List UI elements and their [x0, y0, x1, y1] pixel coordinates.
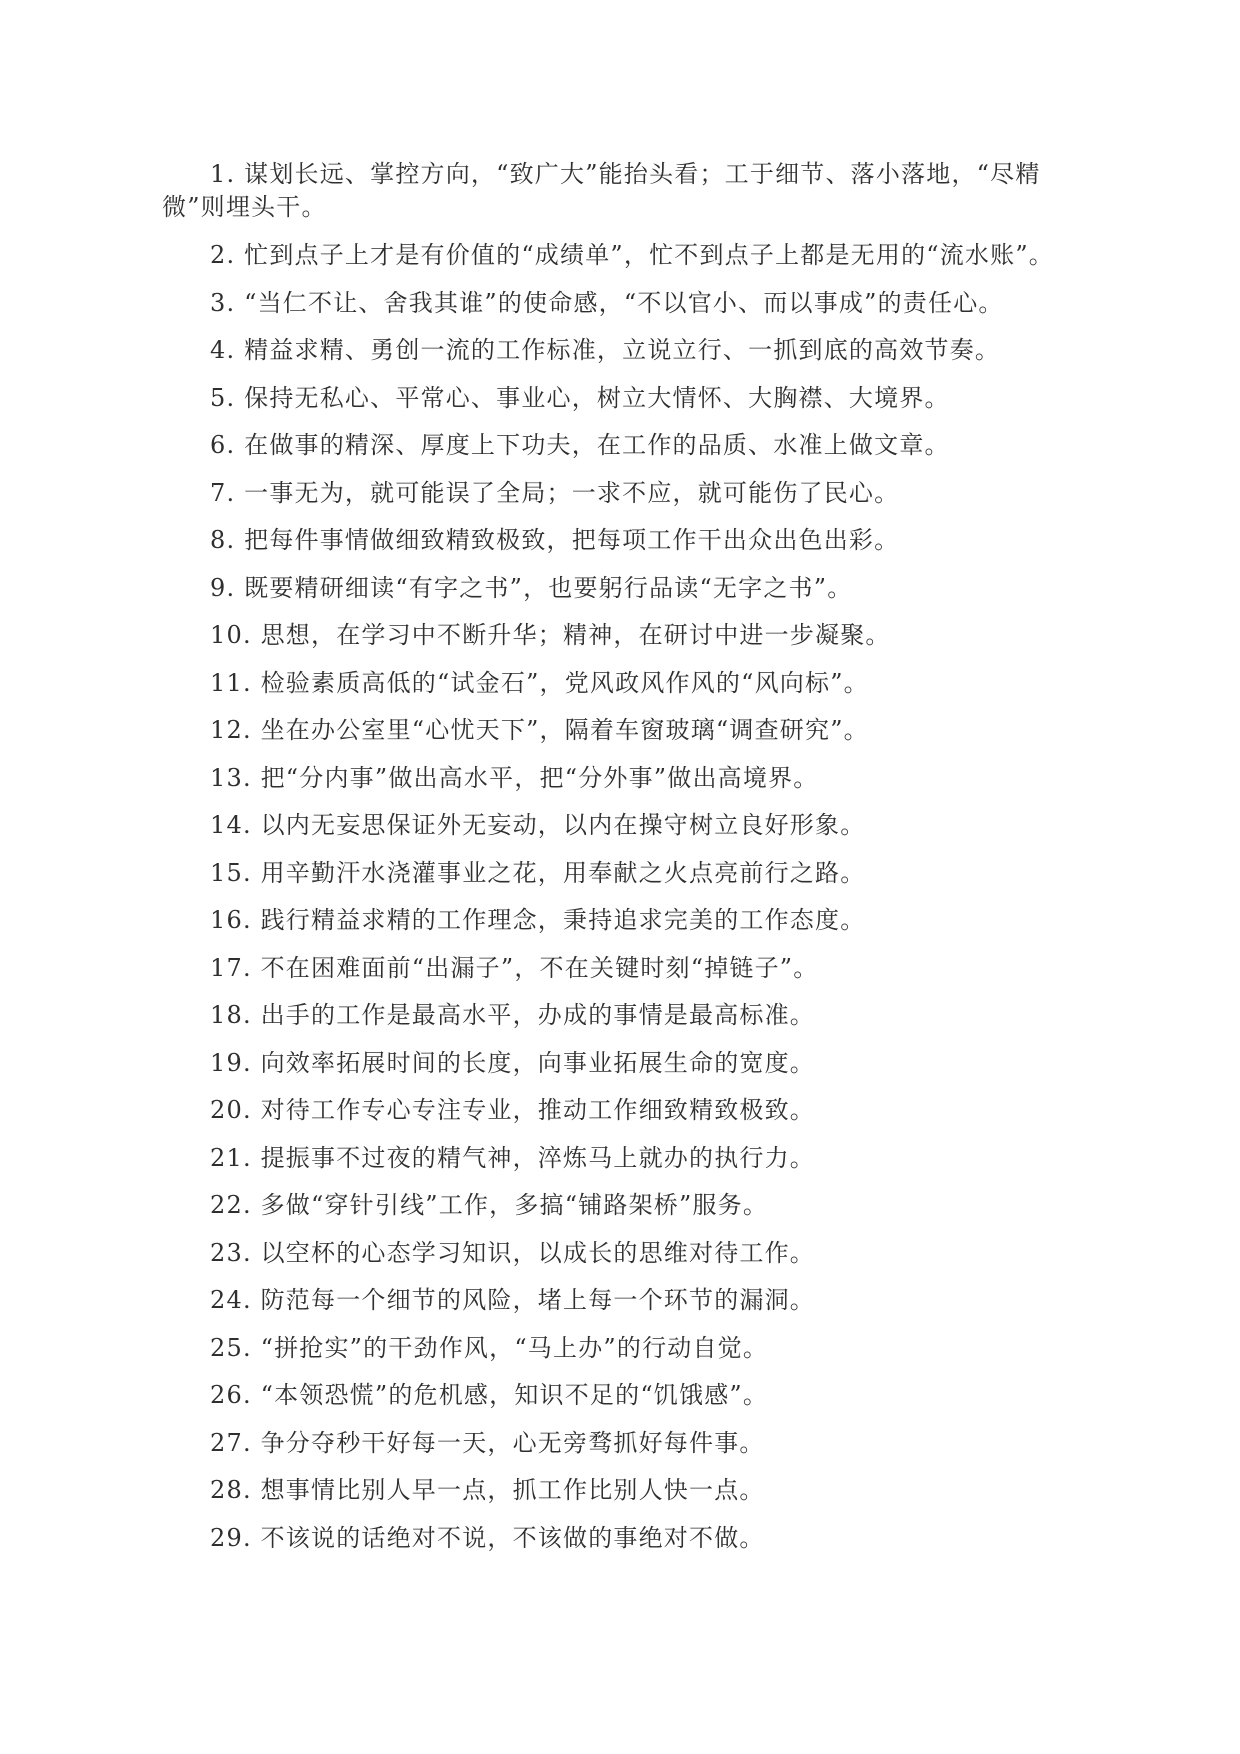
list-item-7: 7. 一事无为，就可能误了全局；一求不应，就可能伤了民心。 [210, 478, 900, 507]
list-item-1: 1. 谋划长远、掌控方向，“致广大”能抬头看；工于细节、落小落地，“尽精微”则埋头干。 [162, 160, 1041, 221]
list-item-22: 22. 多做“穿针引线”工作，多搞“铺路架桥”服务。 [210, 1191, 769, 1219]
list-item-26: 26. “本领恐慌”的危机感，知识不足的“饥饿感”。 [210, 1381, 769, 1409]
list-item-19: 19. 向效率拓展时间的长度，向事业拓展生命的宽度。 [210, 1048, 815, 1077]
list-item-17: 17. 不在困难面前“出漏子”，不在关键时刻“掉链子”。 [210, 953, 819, 982]
list-item-11: 11. 检验素质高低的“试金石”，党风政风作风的“风向标”。 [210, 668, 869, 697]
list-item-14: 14. 以内无妄思保证外无妄动，以内在操守树立良好形象。 [210, 811, 866, 839]
list-item-2: 2. 忙到点子上才是有价值的“成绩单”，忙不到点子上都是无用的“流水账”。 [210, 241, 1055, 269]
list-item-10: 10. 思想，在学习中不断升华；精神，在研讨中进一步凝聚。 [210, 621, 891, 649]
list-item-13: 13. 把“分内事”做出高水平，把“分外事”做出高境界。 [210, 763, 819, 792]
list-item-3: 3. “当仁不让、舍我其谁”的使命感，“不以官小、而以事成”的责任心。 [210, 288, 1004, 317]
list-item-28: 28. 想事情比别人早一点，抓工作比别人快一点。 [210, 1476, 765, 1504]
list-item-9: 9. 既要精研细读“有字之书”，也要躬行品读“无字之书”。 [210, 573, 853, 602]
list-item-8: 8. 把每件事情做细致精致极致，把每项工作干出众出色出彩。 [210, 526, 900, 554]
list-item-21: 21. 提振事不过夜的精气神，淬炼马上就办的执行力。 [210, 1143, 815, 1172]
list-item-29: 29. 不该说的话绝对不说，不该做的事绝对不做。 [210, 1523, 765, 1552]
list-item-16: 16. 践行精益求精的工作理念，秉持追求完美的工作态度。 [210, 906, 866, 934]
list-item-25: 25. “拼抢实”的干劲作风，“马上办”的行动自觉。 [210, 1333, 769, 1362]
list-item-27: 27. 争分夺秒干好每一天，心无旁骛抓好每件事。 [210, 1428, 765, 1457]
list-item-24: 24. 防范每一个细节的风险，堵上每一个环节的漏洞。 [210, 1286, 815, 1314]
list-item-18: 18. 出手的工作是最高水平，办成的事情是最高标准。 [210, 1001, 815, 1029]
document-body [162, 158, 1092, 1569]
list-item-15: 15. 用辛勤汗水浇灌事业之花，用奉献之火点亮前行之路。 [210, 858, 866, 887]
list-item-5: 5. 保持无私心、平常心、事业心，树立大情怀、大胸襟、大境界。 [210, 383, 950, 412]
list-item-6: 6. 在做事的精深、厚度上下功夫，在工作的品质、水准上做文章。 [210, 431, 950, 459]
list-item-23: 23. 以空杯的心态学习知识，以成长的思维对待工作。 [210, 1238, 815, 1267]
list-item-4: 4. 精益求精、勇创一流的工作标准，立说立行、一抓到底的高效节奏。 [210, 336, 1001, 364]
list-item-12: 12. 坐在办公室里“心忧天下”，隔着车窗玻璃“调查研究”。 [210, 716, 869, 744]
list-item-20: 20. 对待工作专心专注专业，推动工作细致精致极致。 [210, 1096, 815, 1124]
